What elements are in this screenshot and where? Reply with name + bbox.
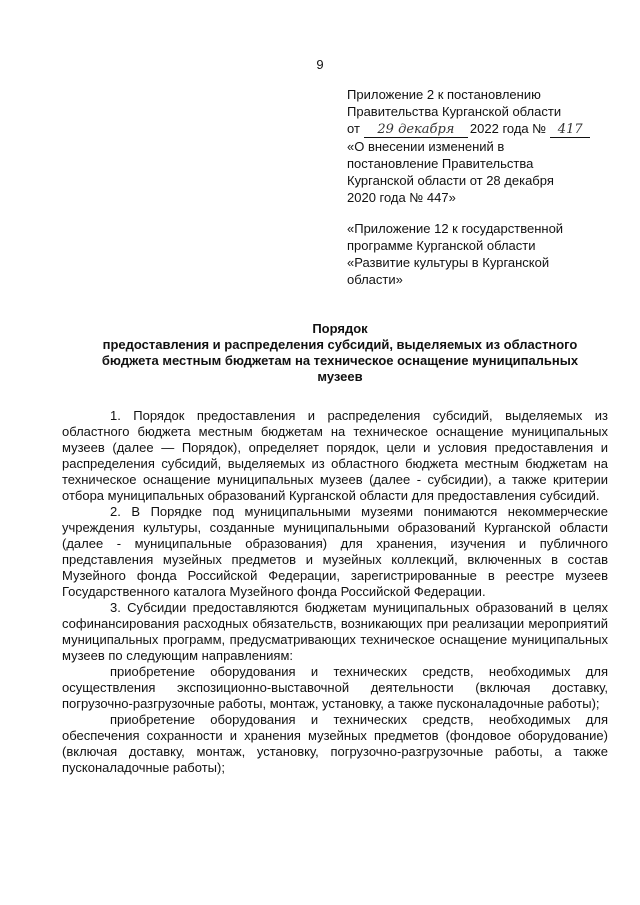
appendix-year-text: 2022 года № bbox=[469, 121, 547, 136]
title-line-1: Порядок bbox=[312, 321, 368, 336]
appendix2-line-1: «Приложение 12 к государственной bbox=[347, 221, 564, 236]
title-line-2: предоставления и распределения субсидий, выделяемых из областного bbox=[102, 337, 578, 352]
appendix2-line-3: «Развитие культуры в Курганской bbox=[347, 255, 550, 270]
title-line-3: бюджета местным бюджетам на техническое оснащение муниципальных bbox=[101, 353, 579, 368]
document-title bbox=[60, 321, 620, 385]
appendix-line-3 bbox=[347, 120, 622, 138]
title-line-4: музеев bbox=[317, 369, 363, 384]
appendix-line-2: Правительства Курганской области bbox=[347, 104, 562, 119]
appendix-line-1: Приложение 2 к постановлению bbox=[347, 87, 541, 102]
appendix-header bbox=[347, 86, 622, 206]
appendix2-line-4: области» bbox=[347, 272, 403, 287]
page-number: 9 bbox=[316, 57, 324, 72]
appendix-line-7: 2020 года № 447» bbox=[347, 190, 456, 205]
appendix-line-6: Курганской области от 28 декабря bbox=[347, 173, 554, 188]
paragraph-5: приобретение оборудования и технических средств, необходимых для обеспечения сохранности и хранения музейных предметов (фондовое оборудование) (включая доставку, монтаж, установку, погрузочно-разгрузочные работы, а также пусконаладочные работы); bbox=[62, 712, 608, 775]
appendix2-line-2: программе Курганской области bbox=[347, 238, 536, 253]
paragraph-2: 2. В Порядке под муниципальными музеями понимаются некоммерческие учреждения культуры, созданные муниципальными образований Курганской области (далее - муниципальные образования) для хранения, изучения и публичного представления музейных предметов и музейных коллекций, включенных в состав Музейного фонда Российской Федерации, зарегистрированные в реестре музеев Государственного каталога Музейного фонда Российской Федерации. bbox=[62, 504, 608, 599]
document-body bbox=[62, 408, 608, 776]
appendix-header-2 bbox=[347, 220, 622, 288]
paragraph-1: 1. Порядок предоставления и распределения субсидий, выделяемых из областного бюджета местным бюджетам на техническое оснащение муниципальных музеев (далее — Порядок), определяет порядок, цели и условия предоставления и распределения субсидий, выделяемых из областного бюджета местным бюджетам на техническое оснащение муниципальных музеев (далее - субсидии), а также критерии отбора муниципальных образований Курганской области для предоставления субсидий. bbox=[62, 408, 608, 503]
handwritten-date: 29 декабря bbox=[364, 123, 468, 138]
paragraph-4: приобретение оборудования и технических средств, необходимых для осуществления экспозиционно-выставочной деятельности (включая доставку, погрузочно-разгрузочные работы, монтаж, установку, а также пусконаладочные работы); bbox=[62, 664, 608, 711]
appendix-line-4: «О внесении изменений в bbox=[347, 139, 505, 154]
handwritten-number: 417 bbox=[550, 123, 590, 138]
appendix-from-prefix: от bbox=[347, 121, 360, 136]
appendix-line-5: постановление Правительства bbox=[347, 156, 534, 171]
paragraph-3: 3. Субсидии предоставляются бюджетам муниципальных образований в целях софинансирования расходных обязательств, возникающих при реализации мероприятий муниципальных программ, предусматривающих техническое оснащение муниципальных музеев по следующим направлениям: bbox=[62, 600, 608, 663]
